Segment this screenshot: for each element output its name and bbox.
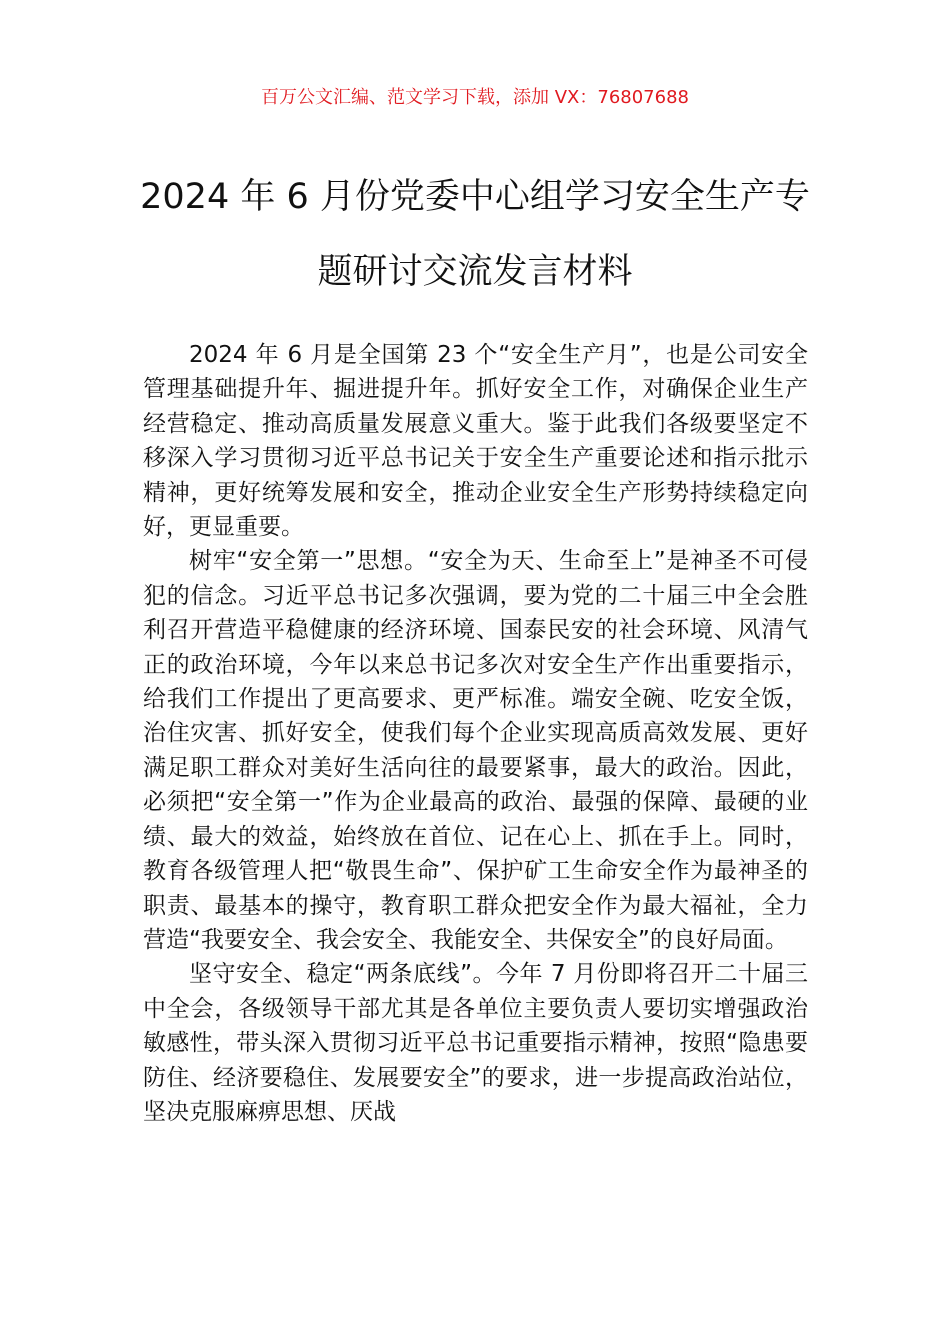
header-note: 百万公文汇编、范文学习下载，添加 VX：76807688: [261, 87, 689, 108]
body-paragraph-2: 树牢“安全第一”思想。“安全为天、生命至上”是神圣不可侵犯的信念。习近平总书记多次强调，要为党的二十届三中全会胜利召开营造平稳健康的经济环境、国泰民安的社会环境、风清气正的政治环境，今年以来总书记多次对安全生产作出重要指示，给我们工作提出了更高要求、更严标准。端安全碗、吃安全饭，治住灾害、抓好安全，使我们每个企业实现高质高效发展、更好满足职工群众对美好生活向往的最要紧事，最大的政治。因此，必须把“安全第一”作为企业最高的政治、最强的保障、最硬的业绩、最大的效益，始终放在首位、记在心上、抓在手上。同时，教育各级管理人把“敬畏生命”、保护矿工生命安全作为最神圣的职责、最基本的操守，教育职工群众把安全作为最大福祉，全力营造“我要安全、我会安全、我能安全、共保安全”的良好局面。: [143, 548, 808, 953]
body-paragraph-3: 坚守安全、稳定“两条底线”。今年 7 月份即将召开二十届三中全会，各级领导干部尤其是各单位主要负责人要切实增强政治敏感性，带头深入贯彻习近平总书记重要指示精神，按照“隐患要防住、经济要稳住、发展要安全”的要求，进一步提高政治站位，坚决克服麻痹思想、厌战: [143, 961, 808, 1125]
document-title: 2024 年 6 月份党委中心组学习安全生产专题研讨交流发言材料: [140, 177, 810, 292]
body-paragraph-1: 2024 年 6 月是全国第 23 个“安全生产月”，也是公司安全管理基础提升年、掘进提升年。抓好安全工作，对确保企业生产经营稳定、推动高质量发展意义重大。鉴于此我们各级要坚定不移深入学习贯彻习近平总书记关于安全生产重要论述和指示批示精神，更好统筹发展和安全，推动企业安全生产形势持续稳定向好，更显重要。: [143, 342, 808, 541]
document-body: [143, 338, 808, 1129]
